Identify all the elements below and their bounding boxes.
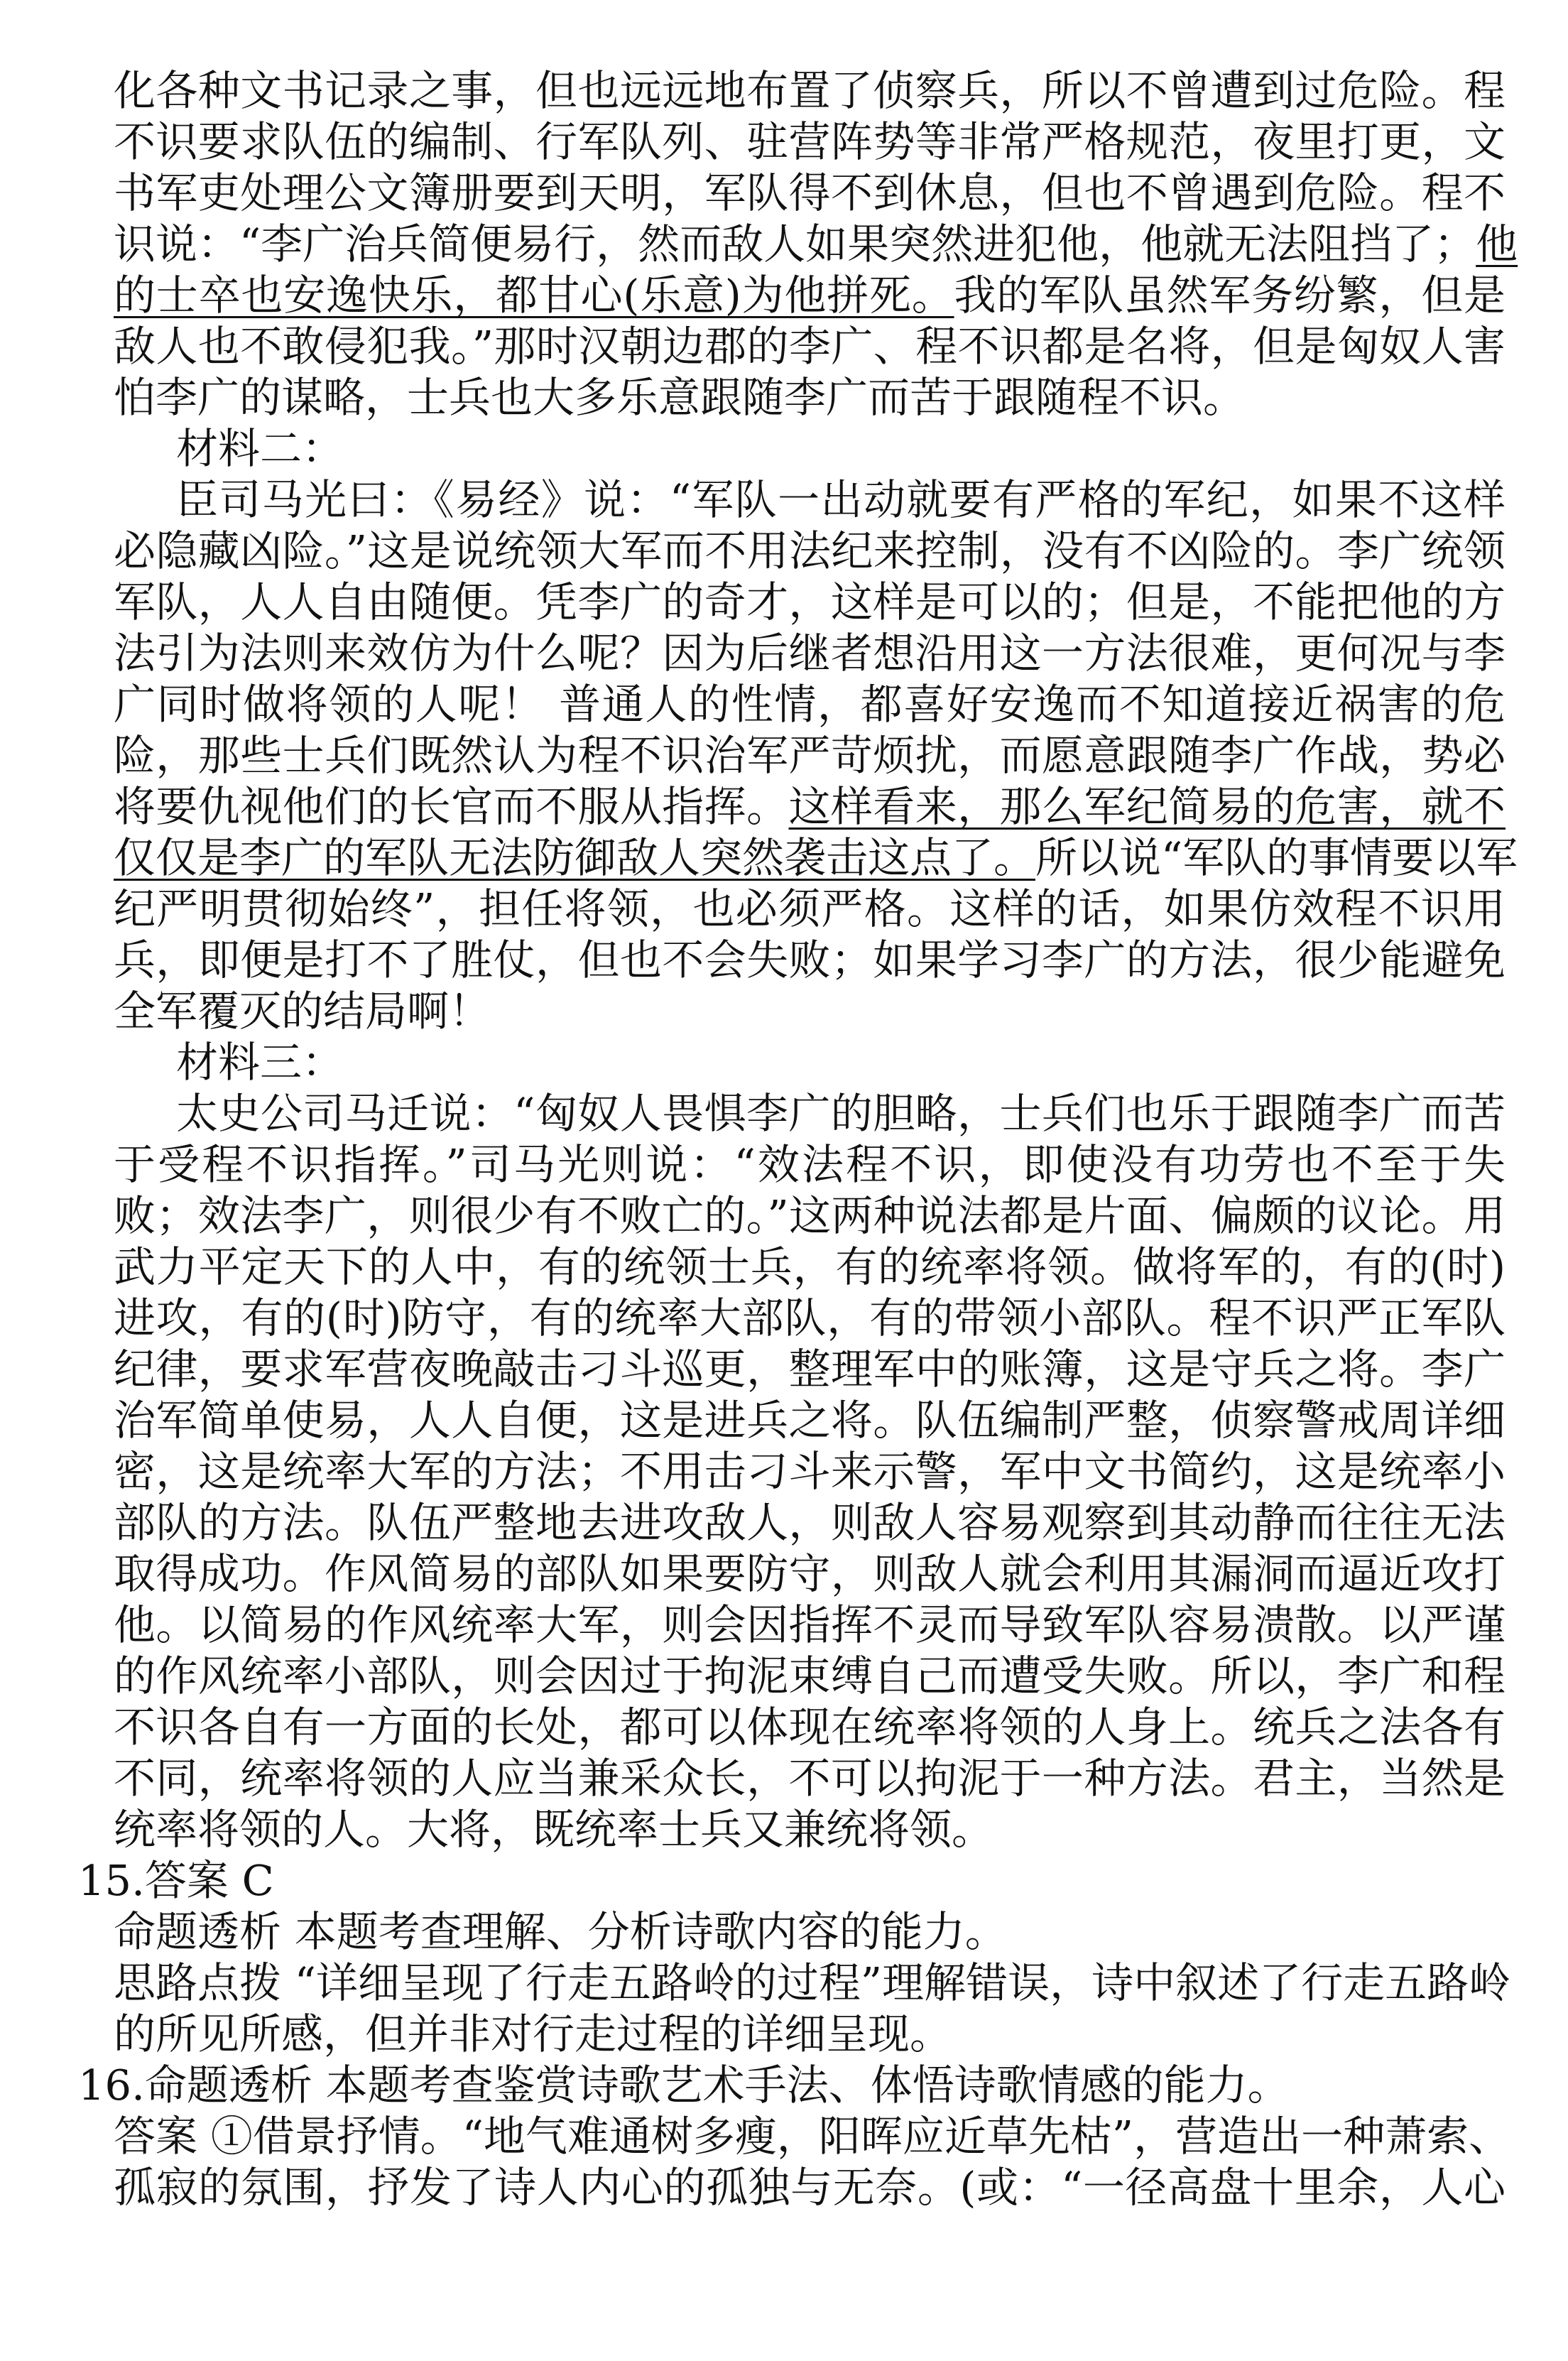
- text-line: 必隐藏凶险。”这是说统领大军而不用法纪来控制，没有不凶险的。李广统领: [114, 526, 1506, 575]
- text-segment: 将要仇视他们的长官而不服从指挥。: [114, 782, 789, 831]
- text-line: 败；效法李广，则很少有不败亡的。”这两种说法都是片面、偏颇的议论。用: [114, 1191, 1506, 1240]
- text-line: [114, 782, 1506, 832]
- text-line: 的所见所感，但并非对行走过程的详细呈现。: [114, 2009, 952, 2058]
- text-line: 书军吏处理公文簿册要到天明，军队得不到休息，但也不曾遇到危险。程不: [114, 168, 1506, 217]
- text-line: 他。以简易的作风统率大军，则会因指挥不灵而导致军队容易溃散。以严谨: [114, 1600, 1506, 1649]
- text-line: 太史公司马迁说：“匈奴人畏惧李广的胆略，士兵们也乐于跟随李广而苦: [176, 1089, 1506, 1138]
- text-line: [114, 219, 1518, 269]
- text-line: 法引为法则来效仿为什么呢？因为后继者想沿用这一方法很难，更何况与李: [114, 629, 1506, 678]
- text-line: 臣司马光曰：《易经》说：“军队一出动就要有严格的军纪，如果不这样: [176, 475, 1506, 524]
- text-line: 的作风统率小部队，则会因过于拘泥束缚自己而遭受失败。所以，李广和程: [114, 1651, 1506, 1700]
- text-line: 治军简单使易，人人自便，这是进兵之将。队伍编制严整，侦察警戒周详细: [114, 1396, 1506, 1445]
- text-line: 统率将领的人。大将，既统率士兵又兼统将领。: [114, 1805, 994, 1854]
- section-heading: 材料二：: [176, 424, 344, 473]
- answer-number: 16.命题透析 本题考查鉴赏诗歌艺术手法、体悟诗歌情感的能力。: [78, 2061, 1290, 2110]
- underlined-text: 这样看来，那么军纪简易的危害，就不: [788, 782, 1506, 831]
- text-line: 不同，统率将领的人应当兼采众长，不可以拘泥于一种方法。君主，当然是: [114, 1754, 1506, 1803]
- text-line: 不识各自有一方面的长处，都可以体现在统率将领的人身上。统兵之法各有: [114, 1703, 1506, 1752]
- text-segment: 我的军队虽然军务纷繁，但是: [954, 271, 1506, 320]
- text-line: 纪律，要求军营夜晚敲击刁斗巡更，整理军中的账簿，这是守兵之将。李广: [114, 1345, 1506, 1394]
- text-line: 答案 ①借景抒情。“地气难通树多瘦，阳晖应近草先枯”，营造出一种萧索、: [114, 2112, 1511, 2161]
- text-line: 命题透析 本题考查理解、分析诗歌内容的能力。: [114, 1907, 1007, 1956]
- text-line: 部队的方法。队伍严整地去进攻敌人，则敌人容易观察到其动静而往往无法: [114, 1498, 1506, 1547]
- section-heading: 材料三：: [176, 1038, 344, 1087]
- text-segment: 识说：“李广治兵简便易行，然而敌人如果突然进犯他，他就无法阻挡了；: [114, 219, 1476, 268]
- text-line: [114, 833, 1518, 883]
- underlined-text: 的士卒也安逸快乐，都甘心(乐意)为他拼死。: [114, 271, 954, 320]
- underlined-text: 仅仅是李广的军队无法防御敌人突然袭击这点了。: [114, 833, 1036, 882]
- text-line: 险，那些士兵们既然认为程不识治军严苛烦扰，而愿意跟随李广作战，势必: [114, 731, 1506, 780]
- text-line: 思路点拨 “详细呈现了行走五路岭的过程”理解错误，诗中叙述了行走五路岭: [114, 1958, 1511, 2007]
- text-line: 敌人也不敢侵犯我。”那时汉朝边郡的李广、程不识都是名将，但是匈奴人害: [114, 322, 1506, 371]
- text-segment: 所以说“军队的事情要以军: [1035, 833, 1518, 882]
- answer-number: 15.答案 C: [78, 1856, 274, 1905]
- text-line: 武力平定天下的人中，有的统领士兵，有的统率将领。做将军的，有的(时): [114, 1242, 1506, 1291]
- text-line: 于受程不识指挥。”司马光则说：“效法程不识，即使没有功劳也不至于失: [114, 1140, 1506, 1189]
- text-line: 全军覆灭的结局啊！: [114, 987, 491, 1036]
- text-line: 军队，人人自由随便。凭李广的奇才，这样是可以的；但是，不能把他的方: [114, 577, 1506, 626]
- text-line: 取得成功。作风简易的部队如果要防守，则敌人就会利用其漏洞而逼近攻打: [114, 1549, 1506, 1598]
- text-line: 孤寂的氛围，抒发了诗人内心的孤独与无奈。(或：“一径高盘十里余，人心: [114, 2163, 1506, 2212]
- text-line: 兵，即便是打不了胜仗，但也不会失败；如果学习李广的方法，很少能避免: [114, 935, 1506, 984]
- underlined-text: 他: [1476, 219, 1518, 268]
- text-line: [114, 271, 1506, 320]
- text-line: 密，这是统率大军的方法；不用击刁斗来示警，军中文书简约，这是统率小: [114, 1447, 1506, 1496]
- text-line: 进攻，有的(时)防守，有的统率大部队，有的带领小部队。程不识严正军队: [114, 1293, 1506, 1342]
- text-line: 广同时做将领的人呢！ 普通人的性情，都喜好安逸而不知道接近祸害的危: [114, 680, 1506, 729]
- text-line: 化各种文书记录之事，但也远远地布置了侦察兵，所以不曾遭到过危险。程: [114, 66, 1506, 115]
- text-line: 纪严明贯彻始终”，担任将领，也必须严格。这样的话，如果仿效程不识用: [114, 884, 1506, 933]
- text-line: 怕李广的谋略，士兵也大多乐意跟随李广而苦于跟随程不识。: [114, 373, 1246, 422]
- text-line: 不识要求队伍的编制、行军队列、驻营阵势等非常严格规范，夜里打更，文: [114, 117, 1506, 166]
